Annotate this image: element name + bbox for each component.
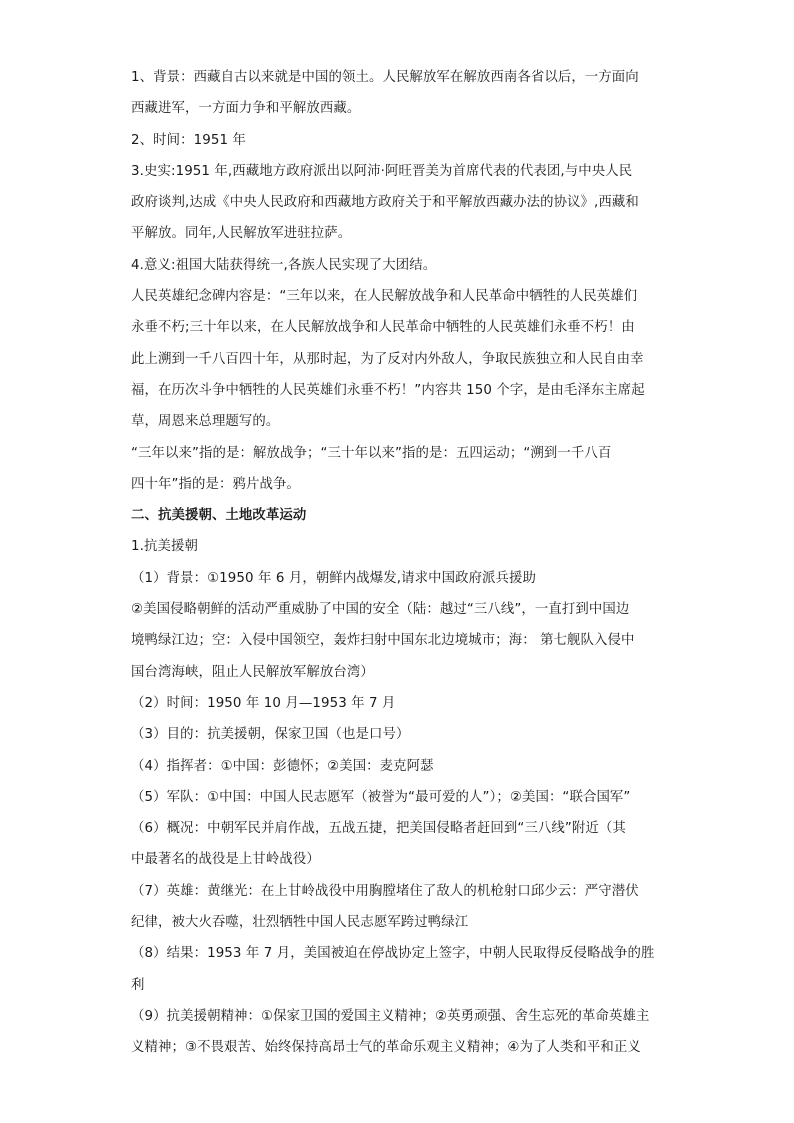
korea-background-2-line-2: 境鸭绿江边；空：入侵中国领空，轰炸扫射中国东北边境城市；海： 第七舰队入侵中	[131, 633, 635, 649]
korea-result-line-2: 利	[131, 977, 145, 993]
monument-meaning-line-1: “三年以来”指的是：解放战争；“三十年以来”指的是：五四运动；“溯到一千八百	[131, 445, 612, 461]
monument-text-line-3: 此上溯到一千八百四十年，从那时起，为了反对内外敌人，争取民族独立和人民自由幸	[131, 351, 644, 367]
monument-text-line-4: 福，在历次斗争中牺牲的人民英雄们永垂不朽！”内容共 150 个字，是由毛泽东主席起	[131, 382, 645, 398]
tibet-background-line-2: 西藏进军，一方面力争和平解放西藏。	[131, 101, 361, 117]
korea-heroes-line-1: （7）英雄：黄继光：在上甘岭战役中用胸膛堵住了敌人的机枪射口邱少云：严守潜伏	[131, 883, 639, 899]
korea-spirit-line-2: 义精神；③不畏艰苦、始终保持高昂士气的革命乐观主义精神；④为了人类和平和正义	[131, 1040, 641, 1056]
tibet-facts-line-1: 3.史实:1951 年,西藏地方政府派出以阿沛·阿旺晋美为首席代表的代表团,与中央人民	[131, 163, 633, 179]
korea-purpose: （3）目的：抗美援朝，保家卫国（也是口号）	[131, 727, 410, 743]
korea-heroes-line-2: 纪律，被大火吞噬，壮烈牺牲中国人民志愿军跨过鸭绿江	[131, 915, 469, 931]
korea-armies: （5）军队：①中国：中国人民志愿军（被誉为“最可爱的人”）；②美国：“联合国军”	[131, 789, 631, 805]
korea-time: （2）时间：1950 年 10 月—1953 年 7 月	[131, 695, 396, 711]
korea-background-2-line-1: ②美国侵略朝鲜的活动严重威胁了中国的安全（陆：越过“三八线”，一直打到中国边	[131, 602, 630, 618]
korea-background-1: （1）背景：①1950 年 6 月，朝鲜内战爆发,请求中国政府派兵援助	[131, 570, 537, 586]
monument-text-line-5: 草，周恩来总理题写的。	[131, 414, 280, 430]
subsection-heading-korean-war: 1.抗美援朝	[131, 539, 198, 555]
section-heading-korea-land-reform: 二、抗美援朝、土地改革运动	[131, 508, 307, 524]
document-page	[131, 62, 663, 1064]
tibet-background-line-1: 1、背景：西藏自古以来就是中国的领土。人民解放军在解放西南各省以后，一方面向	[131, 70, 639, 85]
tibet-facts-line-2: 政府谈判,达成《中央人民政府和西藏地方政府关于和平解放西藏办法的协议》,西藏和	[131, 195, 639, 211]
korea-result-line-1: （8）结果：1953 年 7 月，美国被迫在停战协定上签字，中朝人民取得反侵略战争的胜	[131, 946, 655, 962]
monument-text-line-1: 人民英雄纪念碑内容是：“三年以来，在人民解放战争和人民革命中牺牲的人民英雄们	[131, 289, 638, 305]
korea-overview-line-1: （6）概况：中朝军民并肩作战，五战五捷，把美国侵略者赶回到“三八线”附近（其	[131, 821, 626, 837]
tibet-time: 2、时间：1951 年	[131, 132, 246, 148]
tibet-significance: 4.意义:祖国大陆获得统一,各族人民实现了大团结。	[131, 257, 437, 273]
monument-meaning-line-2: 四十年”指的是：鸦片战争。	[131, 476, 300, 492]
tibet-facts-line-3: 平解放。同年,人民解放军进驻拉萨。	[131, 226, 352, 242]
korea-background-2-line-3: 国台湾海峡，阻止人民解放军解放台湾）	[131, 664, 374, 680]
korea-overview-line-2: 中最著名的战役是上甘岭战役）	[131, 852, 320, 868]
monument-text-line-2: 永垂不朽;三十年以来，在人民解放战争和人民革命中牺牲的人民英雄们永垂不朽！由	[131, 320, 635, 336]
korea-commanders: （4）指挥者：①中国：彭德怀；②美国：麦克阿瑟	[131, 758, 434, 774]
korea-spirit-line-1: （9）抗美援朝精神：①保家卫国的爱国主义精神；②英勇顽强、舍生忘死的革命英雄主	[131, 1008, 650, 1024]
